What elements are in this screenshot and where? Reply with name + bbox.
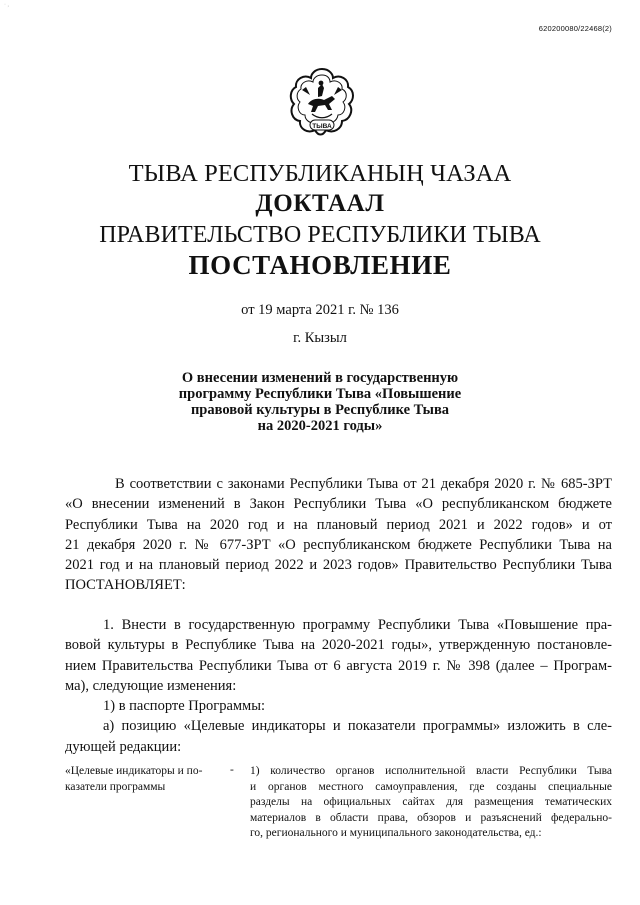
preamble-line: 2021 год и на плановый период 2022 и 2023 годов» Правительство Республики Тыва [65,557,612,574]
russian-document-type: ПОСТАНОВЛЕНИЕ [188,250,452,280]
preamble-paragraph [65,474,612,596]
preamble-line: Республики Тыва на 2020 год и на плановый период 2021 и 2022 годов» и от [65,516,612,533]
preamble-line: «О внесении изменений в Закон Республики Тыва «О республиканском бюджете [65,496,612,513]
subject-line: на 2020-2021 годы» [257,418,383,434]
item-1-line: вовой культуры в Республике Тыва на 2020-2021 годы», утвержденную постановле- [65,637,612,654]
item-1-paragraph [65,615,612,757]
table-right-line: материалов в области права, обзоров и разъяснений федерально- [250,811,612,824]
item-1-line: ма), следующие изменения: [65,677,237,694]
table-right-line: 1) количество органов исполнительной власти Республики Тыва [250,765,612,777]
table-position-label [65,764,240,795]
subitem-1: 1) в паспорте Программы: [103,698,265,715]
preamble-line: ПОСТАНОВЛЯЕТ: [65,577,186,594]
russian-government-title: ПРАВИТЕЛЬСТВО РЕСПУБЛИКИ ТЫВА [99,222,541,248]
item-1-line: 1. Внести в государственную программу Республики Тыва «Повышение пра- [103,617,612,633]
table-right-line: го, регионального и муниципального законодательства, ед.: [250,827,542,840]
subject-line: программу Республики Тыва «Повышение [178,386,462,402]
tuvan-government-title: ТЫВА РЕСПУБЛИКАНЫҢ ЧАЗАА [128,160,512,187]
scan-corner-mark: · , [4,2,9,8]
item-1-line: нием Правительства Республики Тыва от 6 августа 2019 г. № 398 (далее – Програм- [65,657,612,674]
subject-line: О внесении изменений в государственную [181,370,459,386]
table-left-line: «Целевые индикаторы и по- [65,765,203,777]
tuva-coat-of-arms-icon [288,66,356,140]
tuvan-document-type: ДОКТААЛ [255,190,385,217]
document-id: 620200080/22468(2) [538,24,612,33]
preamble-line: 21 декабря 2020 г. № 677-ЗРТ «О республиканском бюджете Республики Тыва на [65,536,612,553]
table-right-line: разделы на официальных сайтах для размещения тематических [250,796,612,809]
table-left-line: казатели программы [65,780,166,793]
document-date: от 19 марта 2021 г. № 136 [241,302,399,318]
table-position-value [250,764,612,842]
subject-line: правовой культуры в Республике Тыва [190,402,450,418]
document-city: г. Кызыл [293,330,347,346]
subitem-a-line: а) позицию «Целевые индикаторы и показатели программы» изложить в сле- [103,718,612,735]
emblem-label: ТЫВА [312,123,332,130]
table-dash: - [230,764,234,776]
table-right-line: и органов местного самоуправления, где созданы специальные [250,780,612,793]
subitem-a-line: дующей редакции: [65,738,182,755]
document-subject [140,370,500,434]
preamble-line: В соответствии с законами Республики Тыва от 21 декабря 2020 г. № 685-ЗРТ [115,476,612,492]
